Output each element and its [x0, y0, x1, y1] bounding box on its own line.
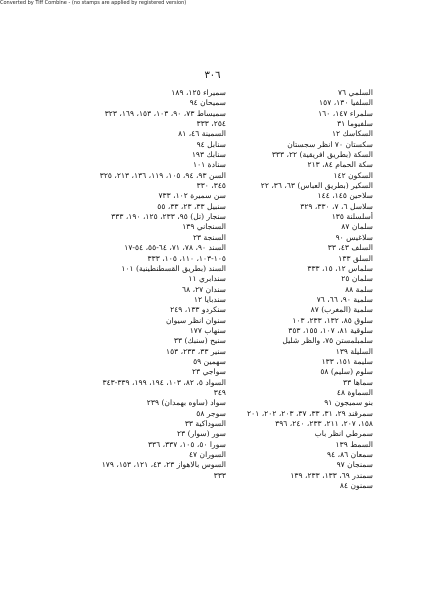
index-entry: سواد (ساوه بهمدان) ٢٣٩	[146, 398, 226, 408]
index-entry: السنجة ٢٣	[192, 232, 226, 242]
index-entry: سنهاب ١٧٧	[189, 325, 226, 335]
index-entry: السواد ٥، ٨٢، ١٠٣، ١٩٤، ١٩٩، ٣٣٩-٣٤٣	[102, 377, 226, 387]
index-entry: السند (بطريق القسطنطينية) ١٠١	[121, 263, 226, 273]
index-entry: ١٠٥-١٠٣، ١١٠، ١٠٥، ٣٣٣	[147, 253, 226, 263]
index-entry: السوران ٤٧	[188, 450, 226, 460]
index-entry: سنوان انظر سيوان	[166, 315, 226, 325]
page-number: ٣٠٦	[204, 70, 221, 81]
index-entry: سلوق ٨٥، ١٣٢، ٢٣٣، ١٠٣	[292, 315, 373, 325]
index-entry: سلمية ٩٠، ٦٦، ٧٦	[316, 294, 373, 304]
index-entry: السكير (بطريق العباس) ٦٣، ٣٦، ٢٢	[260, 181, 373, 191]
index-entry: سنجار (تل) ٩٥، ٢٣٣، ١٢٥، ١٩٠، ٣٣٣	[111, 212, 226, 222]
index-entry: أسلسلنة ١٣٥	[331, 212, 373, 222]
index-entry: السماوة ٤٨	[336, 387, 373, 397]
index-entry: سلمبلمستن ٧٥، والظر شليل	[282, 336, 373, 346]
index-entry: سمندر ٦٩، ١٣٣، ٢٣٣، ١٣٩	[290, 470, 373, 480]
index-entry: سندان ٢٧، ٦٨	[182, 284, 226, 294]
index-entry: سنادة ١٠١	[193, 160, 226, 170]
index-entry: سور (سوار) ٢٣	[177, 429, 226, 439]
index-entry: سنكردو ١٣٣، ٢٤٩	[170, 305, 226, 315]
index-entry: السليلة ١٣٩	[335, 346, 373, 356]
index-entry: سن سميرة ١٠٢، ٧٣٣	[158, 191, 226, 201]
index-entry: السلفيا ١٣٠، ١٥٧	[319, 98, 373, 108]
index-entry: السمينة ٤٦، ٨١	[178, 129, 226, 139]
index-entry: سميحان ٩٤	[189, 98, 226, 108]
index-entry: سلمة ٨٨	[345, 284, 373, 294]
index-entry: السوس بالاهواز ٢٣، ٤٣، ١٢١، ١٥٣، ١٧٩	[101, 460, 226, 470]
index-entry: ٣٣٣	[213, 470, 226, 480]
index-entry: سنبيل ٣٣، ٢٣، ٣٣، ٥٥	[157, 201, 226, 211]
index-entry: سلفيوما ٣١	[337, 119, 373, 129]
index-entry: سلاسل ٦، ٧، ٣٣٠، ٣٢٩	[300, 201, 373, 211]
index-entry: سمرطي انظر باب	[314, 429, 373, 439]
index-entry: سندابري ١١	[188, 274, 226, 284]
index-entry: سهمين ٥٩	[193, 356, 226, 366]
index-entry: سكستان ٧٠ انظر سجستان	[287, 139, 373, 149]
index-entry: سوجر ٥٨	[196, 408, 226, 418]
index-entry: السكاسك ١٢	[331, 129, 373, 139]
index-entry: سنابل ٩٤	[196, 139, 226, 149]
index-entry: سنير ٣٣، ٢٣٣، ١٥٣	[166, 346, 226, 356]
index-entry: السند ٩٠، ٧٨، ٧١، ٦٤-٥٥، ٥٤-١٧	[124, 243, 226, 253]
index-entry: بنو سميجون ٩١	[324, 398, 373, 408]
index-entry: سمنجان ٩٧	[336, 460, 373, 470]
index-entry: سمرقند ٢٩، ٣١، ٣٣، ٣٧، ٢٠٣، ٢٠٢، ٢٠١	[247, 408, 373, 418]
index-entry: سلاغيس ٩٠	[335, 232, 373, 242]
index-entry: سلوقية ٨١، ١٠٧، ١٥٥، ٣٥٣	[288, 325, 373, 335]
index-entry: ١٥٨، ٢٠٧، ٢١١، ٢٣٣، ٢٤٠، ٣٩٦	[275, 419, 373, 428]
index-column-right	[228, 88, 373, 491]
index-entry: سلمان ٢٥	[341, 274, 373, 284]
index-entry: سمنون ٨٤	[339, 481, 373, 491]
converter-banner: Converted by Tiff Combine - (no stamps are applied by registered version)	[0, 0, 187, 6]
index-entry: سنابك ١٩٣	[191, 150, 226, 160]
index-entry: سليمة ١٥١، ١٣٣	[321, 356, 373, 366]
index-entry: سلاحين ١٤٥، ١٤٤	[317, 191, 373, 201]
index-entry: سواجي ٢٣	[191, 367, 226, 377]
index-entry: السوداكية ٣٣	[184, 419, 226, 428]
index-entry: سلمان ٨٧	[341, 222, 373, 232]
index-entry: السنجاني ١٣٩	[182, 222, 226, 232]
index-entry: السلق ١٣٣	[338, 253, 373, 263]
index-entry: سندبايا ١٢	[193, 294, 226, 304]
index-entry: السن ٩٣، ٩٤، ١٠٥، ١١٩، ١٣٦، ٢١٣، ٣٢٥	[99, 170, 226, 180]
index-entry: سلوم (سليم) ٥٨	[320, 367, 373, 377]
index-entry: ٢٥٤، ٣٣٣	[196, 119, 226, 129]
index-entry: سماها ٣٣	[343, 377, 373, 387]
index-entry: السلف ٤٣، ٣٣	[327, 243, 373, 253]
index-entry: السمط ١٣٩	[335, 439, 373, 449]
index-entry: سلمراء ١٤٧، ١٦٠	[318, 108, 373, 118]
index-entry: سنيح (سنبك) ٣٣	[173, 336, 226, 346]
index-entry: سورا ٥٠، ١٠٥، ٣٣٧، ٣٣٦	[147, 439, 226, 449]
index-entry: السلمي ٧٦	[337, 88, 373, 97]
index-entry: السكة (بطريق افريقية) ٢٢، ٣٣٣	[271, 150, 373, 160]
index-entry: ٣٤٥، ٣٣٠	[196, 181, 226, 191]
index-entry: سلماس ١٢، ١٥، ٣٣٣	[307, 263, 373, 273]
index-entry: سميساط ٧٣، ٩٠، ١٠٣، ١٥٣، ١٦٩، ٣٢٣	[104, 108, 226, 118]
index-entry: ٣٤٩	[213, 387, 226, 397]
index-entry: سكة الحمام ٨٤، ٢١٣	[307, 160, 373, 170]
index-entry: سميراء ١٢٥، ١٨٩	[171, 88, 226, 97]
index-column-left	[66, 88, 226, 481]
index-entry: سلمية (المغرب) ٨٧	[310, 305, 373, 315]
index-entry: سمعان ٨٦، ٩٤	[327, 450, 373, 460]
index-entry: السكون ١٤٢	[333, 170, 373, 180]
